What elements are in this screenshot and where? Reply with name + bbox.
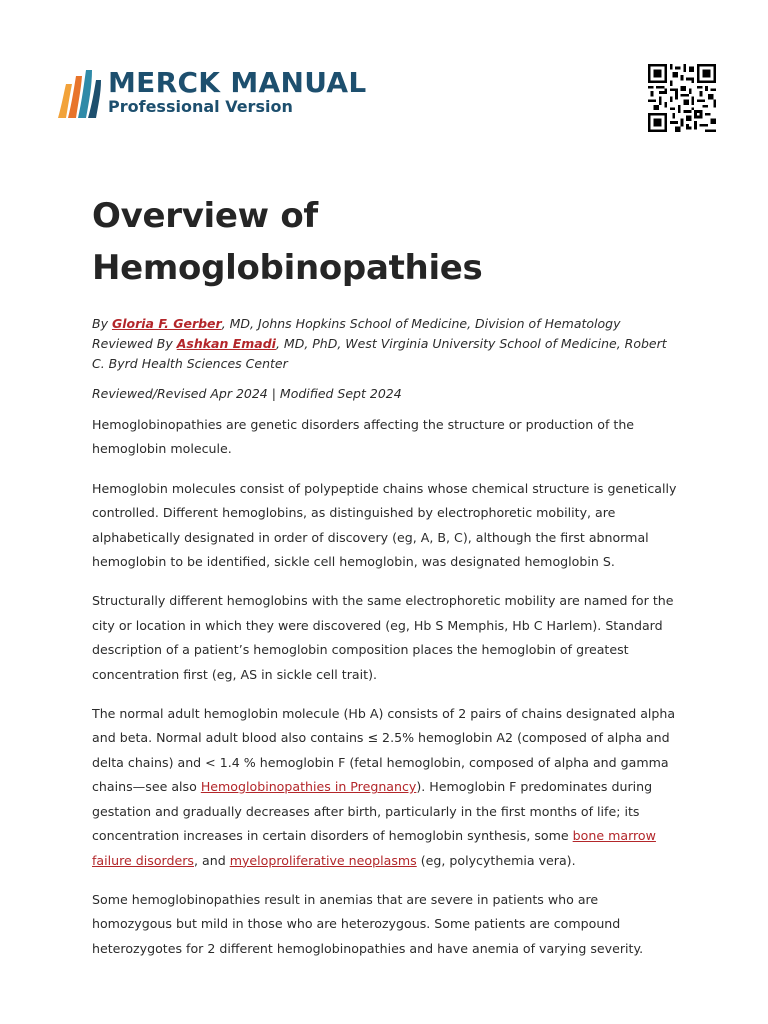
article-title: Overview of Hemoglobinopathies [92,196,483,288]
text-segment: ). Hemoglobin F predominates during gestation and gradually decreases after birth, particularly in the first months of life; its concentration increases in certain disorders of hemoglobin synthesis, some [92,779,653,844]
author-link[interactable]: Gloria F. Gerber [111,316,222,331]
reviewed-by-label: Reviewed By [92,336,177,351]
paragraph-molecules: Hemoglobin molecules consist of polypeptide chains whose chemical structure is genetically controlled. Different hemoglobins, as distinguished by electrophoretic mobility, are alphabetically designated in order of discovery (eg, A, B, C), although the first abnormal hemoglobin to be identified, sickle cell hemoglobin, was designated hemoglobin S. [92,480,677,570]
author-affiliation: , MD, Johns Hopkins School of Medicine, Division of Hematology [221,316,621,331]
link-myeloproliferative-neoplasms[interactable]: myeloproliferative neoplasms [229,852,417,868]
review-dates: Reviewed/Revised Apr 2024 | Modified Sept 2024 [92,386,402,401]
reviewer-link[interactable]: Ashkan Emadi [176,336,276,351]
page-header [56,64,716,134]
merck-manual-logo[interactable] [56,68,367,120]
article [92,190,682,976]
reviewer-affiliation: , MD, PhD, West Virginia University School of Medicine, Robert C. Byrd Health Sciences Center [92,336,667,371]
text-segment: , and [193,852,230,868]
by-label: By [92,316,112,331]
logo-subtitle: Professional Version [108,97,293,116]
link-hemoglobinopathies-pregnancy[interactable]: Hemoglobinopathies in Pregnancy [200,779,417,795]
logo-title: MERCK MANUAL [108,66,367,99]
paragraph-normal-adult [92,702,682,873]
link-bone-marrow-failure[interactable]: bone marrow failure disorders [92,828,656,868]
article-byline [92,314,682,374]
text-segment: The normal adult hemoglobin molecule (Hb A) consists of 2 pairs of chains designated alpha and beta. Normal adult blood also contains ≤ 2.5% hemoglobin A2 (composed of alpha and delta chains) and < 1.4 % hemoglobin F (fetal hemoglobin, composed of alpha and gamma chains—see also [92,706,676,795]
merck-logo-icon [56,68,102,120]
paragraph-severity: Some hemoglobinopathies result in anemias that are severe in patients who are homozygous but mild in those who are heterozygous. Some patients are compound heterozygotes for 2 different hemoglobinopathies and have anemia of varying severity. [92,891,644,956]
paragraph-naming: Structurally different hemoglobins with the same electrophoretic mobility are named for the city or location in which they were discovered (eg, Hb S Memphis, Hb C Harlem). Standard description of a patient’s hemoglobin composition places the hemoglobin of greatest concentration first (eg, AS in sickle cell trait). [92,593,674,682]
text-segment: (eg, polycythemia vera). [416,852,576,868]
qr-code-icon [648,64,716,132]
paragraph-intro: Hemoglobinopathies are genetic disorders affecting the structure or production of the hemoglobin molecule. [92,417,635,457]
